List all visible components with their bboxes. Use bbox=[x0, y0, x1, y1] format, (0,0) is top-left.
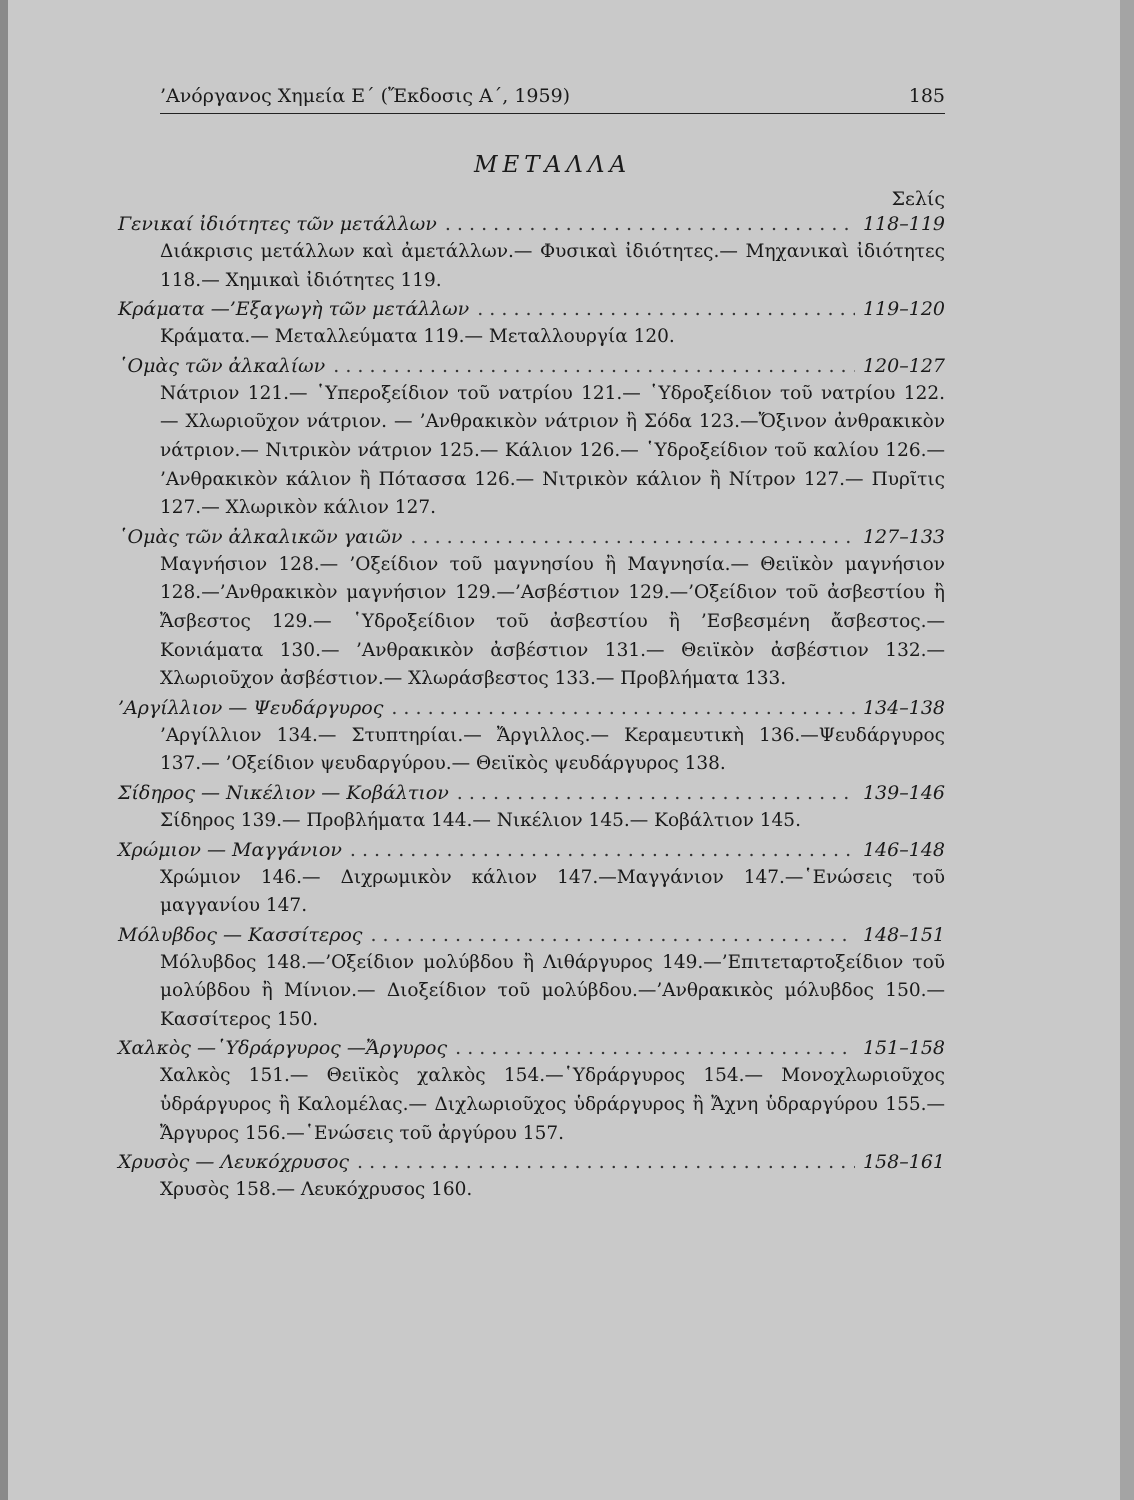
leader-dots bbox=[333, 352, 855, 380]
toc-entry-head bbox=[118, 836, 945, 864]
toc-entry-body: Μόλυβδος 148.—’Οξείδιον μολύβδου ἢ Λιθάργυρος 149.—’Επιτεταρτοξείδιον τοῦ μολύβδου ἢ Μίνιον.— Διοξείδιον τοῦ μολύβδου.—’Ανθρακικὸς μόλυβδος 150.— Κασσίτερος 150. bbox=[160, 951, 945, 1030]
scan-edge-right bbox=[1120, 0, 1134, 1500]
leader-dots bbox=[350, 836, 855, 864]
toc-entry bbox=[118, 779, 945, 836]
toc-entry-pages: 118–119 bbox=[862, 213, 945, 235]
leader-dots bbox=[477, 295, 855, 323]
toc-entry-pages: 148–151 bbox=[862, 923, 945, 946]
toc-entry-pages: 151–158 bbox=[862, 1037, 945, 1060]
leader-dots bbox=[357, 1148, 855, 1176]
toc-entry-body: Μαγνήσιον 128.— ’Οξείδιον τοῦ μαγνησίου ἢ Μαγνησία.— Θειϊκὸν μαγνήσιον 128.—’Ανθρακικὸν μαγνήσιον 129.—’Ασβέστιον 129.—’Οξείδιον τοῦ ἀσβεστίου ἢ Ἄσβεστος 129.— ῾Υδροξείδιον τοῦ ἀσβεστίου ἢ ’Εσβεσμένη ἄσβεστος.— Κονιάματα 130.— ’Ανθρακικὸν ἀσβέστιον 131.— Θειϊκὸν ἀσβέστιον 132.— Χλωριοῦχον ἀσβέστιον.— Χλωράσβεστος 133.— Προβλήματα 133. bbox=[160, 553, 945, 690]
running-head bbox=[160, 85, 945, 114]
toc-entry bbox=[118, 523, 945, 694]
toc-entry-head bbox=[118, 523, 945, 551]
toc-entry-title: Κράματα —’Εξαγωγὴ τῶν μετάλλων bbox=[118, 298, 470, 321]
toc-entry-head bbox=[118, 295, 945, 323]
toc-entry-pages: 158–161 bbox=[862, 1151, 945, 1174]
toc-entry-pages: 119–120 bbox=[862, 298, 945, 321]
toc-entry-title: Σίδηρος — Νικέλιον — Κοβάλτιον bbox=[118, 781, 449, 804]
toc-entry-title: Χαλκὸς —῾Υδράργυρος —Ἄργυρος bbox=[118, 1037, 448, 1060]
section-title: ΜΕΤΑΛΛΑ bbox=[473, 152, 632, 178]
toc-entry-head bbox=[118, 352, 945, 380]
toc-entry-body: Νάτριον 121.— ῾Υπεροξείδιον τοῦ νατρίου 121.— ῾Υδροξείδιον τοῦ νατρίου 122. — Χλωριοῦχον νάτριον. — ’Ανθρακικὸν νάτριον ἢ Σόδα 123.—Ὄξινον ἀνθρακικὸν νάτριον.— Νιτρικὸν νάτριον 125.— Κάλιον 126.— ῾Υδροξείδιον τοῦ καλίου 126.— ’Ανθρακικὸν κάλιον ἢ Πότασσα 126.— Νιτρικὸν κάλιον ἢ Νίτρον 127.— Πυρῖτις 127.— Χλωρικὸν κάλιον 127. bbox=[160, 382, 945, 519]
toc-entry-body: Χρυσὸς 158.— Λευκόχρυσος 160. bbox=[160, 1179, 473, 1201]
toc-entry bbox=[118, 352, 945, 523]
toc-list bbox=[118, 210, 945, 1205]
leader-dots bbox=[455, 1034, 855, 1062]
toc-entry-body: Κράματα.— Μεταλλεύματα 119.— Μεταλλουργία 120. bbox=[160, 326, 675, 348]
toc-entry-body: ’Αργίλλιον 134.— Στυπτηρίαι.— Ἄργιλλος.— Κεραμευτικὴ 136.—Ψευδάργυρος 137.— ’Οξείδιον ψευδαργύρου.— Θειϊκὸς ψευδάργυρος 138. bbox=[160, 724, 945, 775]
toc-entry-title: Μόλυβδος — Κασσίτερος bbox=[118, 923, 363, 946]
scan-edge-left bbox=[0, 0, 8, 1500]
book-page bbox=[118, 85, 945, 1205]
toc-entry-title: Γενικαί ἰδιότητες τῶν μετάλλων bbox=[118, 213, 437, 235]
leader-dots bbox=[370, 921, 855, 949]
toc-entry-title: ’Αργίλλιον — Ψευδάργυρος bbox=[118, 696, 384, 719]
toc-entry-head bbox=[118, 1034, 945, 1062]
toc-entry bbox=[118, 1148, 945, 1205]
toc-entry-pages: 134–138 bbox=[862, 696, 945, 719]
toc-entry-head bbox=[118, 210, 945, 238]
leader-dots bbox=[445, 210, 855, 238]
leader-dots bbox=[457, 779, 855, 807]
toc-entry bbox=[118, 1034, 945, 1148]
toc-entry-pages: 139–146 bbox=[862, 781, 945, 804]
toc-entry-title: ῾Ομὰς τῶν ἀλκαλικῶν γαιῶν bbox=[118, 525, 403, 548]
toc-entry bbox=[118, 836, 945, 921]
toc-entry bbox=[118, 694, 945, 779]
toc-entry-head bbox=[118, 694, 945, 722]
toc-entry-body: Χαλκὸς 151.— Θειϊκὸς χαλκὸς 154.—῾Υδράργυρος 154.— Μονοχλωριοῦχος ὑδράργυρος ἢ Καλομέλας.— Διχλωριοῦχος ὑδράργυρος ἢ Ἄχνη ὑδραργύρου 155.—Ἄργυρος 156.—῾Ενώσεις τοῦ ἀργύρου 157. bbox=[160, 1065, 945, 1144]
running-title: ’Ανόργανος Χημεία Ε΄ (Ἔκδοσις Α΄, 1959) bbox=[160, 85, 571, 107]
toc-entry-head bbox=[118, 1148, 945, 1176]
toc-entry-head bbox=[118, 779, 945, 807]
toc-entry-title: Χρώμιον — Μαγγάνιον bbox=[118, 838, 342, 861]
toc-entry-pages: 127–133 bbox=[862, 525, 945, 548]
toc-entry-body: Χρώμιον 146.— Διχρωμικὸν κάλιον 147.—Μαγγάνιον 147.—῾Ενώσεις τοῦ μαγγανίου 147. bbox=[160, 866, 945, 917]
toc-entry bbox=[118, 921, 945, 1035]
leader-dots bbox=[410, 523, 855, 551]
toc-entry-head bbox=[118, 921, 945, 949]
toc-entry bbox=[118, 295, 945, 352]
toc-entry-title: Χρυσὸς — Λευκόχρυσος bbox=[118, 1151, 350, 1174]
toc-entry-title: ῾Ομὰς τῶν ἀλκαλίων bbox=[118, 354, 326, 377]
toc-entry bbox=[118, 210, 945, 295]
toc-entry-body: Διάκρισις μετάλλων καὶ ἀμετάλλων.— Φυσικαὶ ἰδιότητες.— Μηχανικαὶ ἰδιότητες 118.— Χημικαὶ ἰδιότητες 119. bbox=[160, 241, 945, 291]
toc-entry-pages: 120–127 bbox=[862, 354, 945, 377]
page-number: 185 bbox=[908, 85, 945, 107]
toc-entry-body: Σίδηρος 139.— Προβλήματα 144.— Νικέλιον 145.— Κοβάλτιον 145. bbox=[160, 809, 801, 831]
pages-column-label: Σελίς bbox=[891, 188, 945, 210]
leader-dots bbox=[391, 694, 855, 722]
toc-entry-pages: 146–148 bbox=[862, 838, 945, 861]
